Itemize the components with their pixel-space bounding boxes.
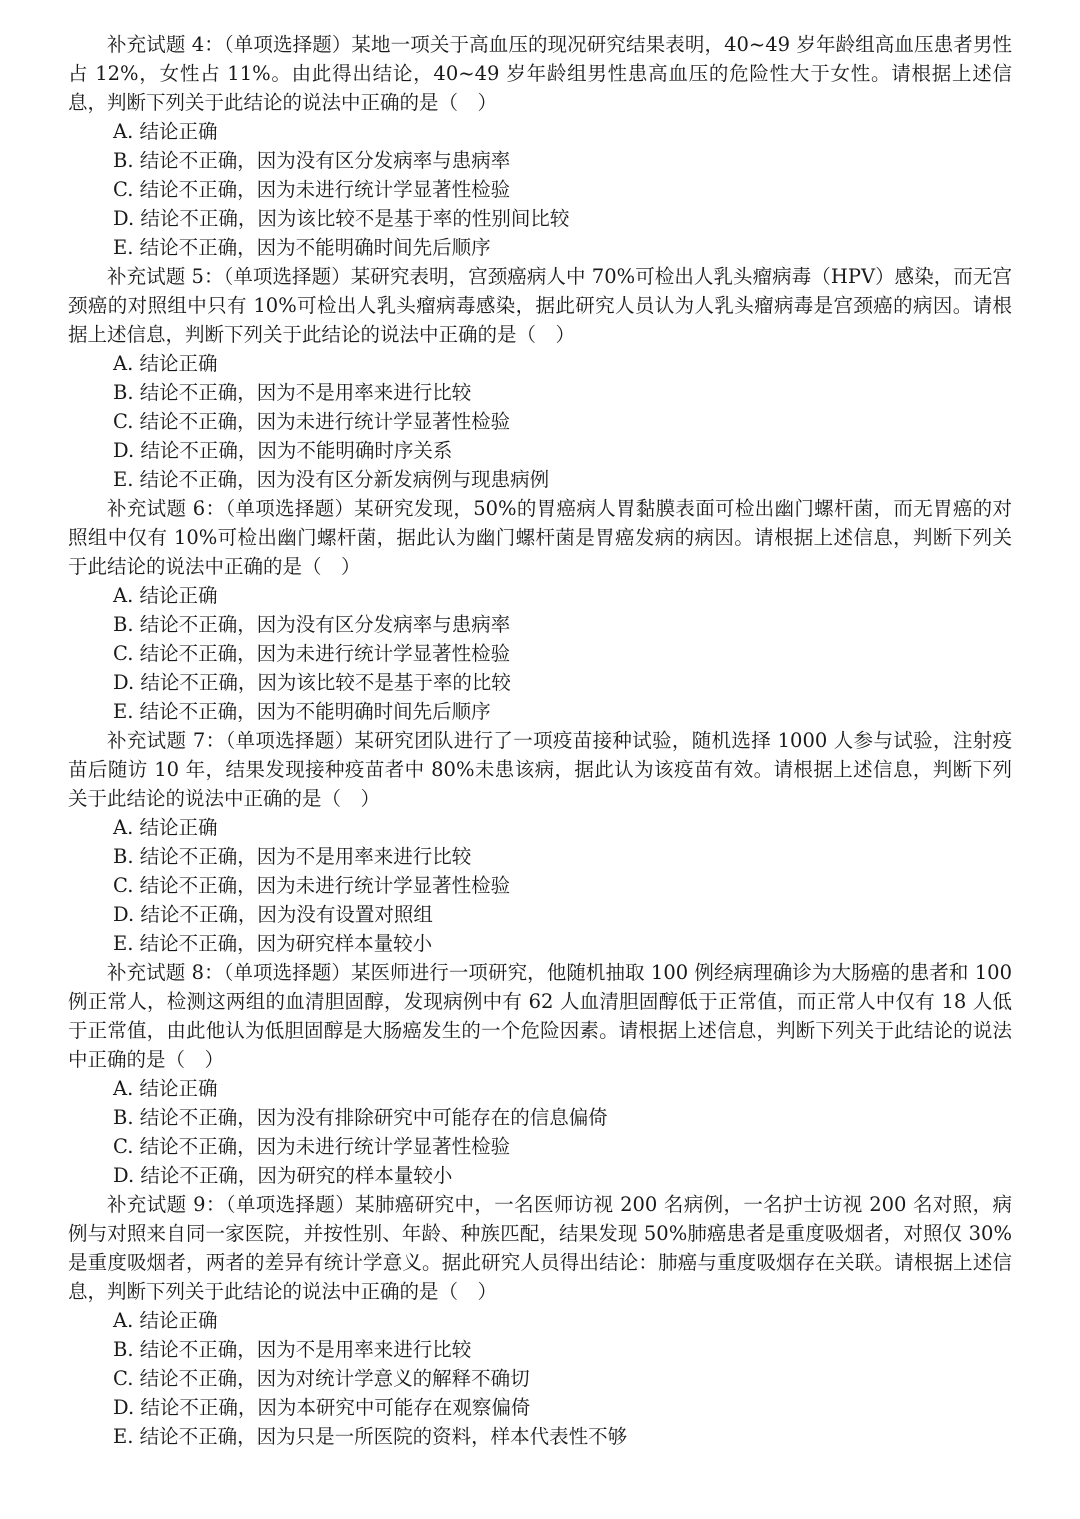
option-b: B. 结论不正确，因为没有排除研究中可能存在的信息偏倚 — [113, 1106, 608, 1129]
option-c: C. 结论不正确，因为未进行统计学显著性检验 — [113, 642, 511, 665]
question-stem: 补充试题 6：（单项选择题）某研究发现，50%的胃癌病人胃黏膜表面可检出幽门螺杆菌，而无胃癌的对照组中仅有 10%可检出幽门螺杆菌，据此认为幽门螺杆菌是胃癌发病的病因。请根据上述信息，判断下列关于此结论的说法中正确的是（ ） — [68, 497, 1012, 578]
question-6 — [68, 494, 1012, 726]
option-a: A. 结论正确 — [113, 1077, 218, 1100]
option-c: C. 结论不正确，因为对统计学意义的解释不确切 — [113, 1367, 530, 1390]
option-b: B. 结论不正确，因为不是用率来进行比较 — [113, 1338, 472, 1361]
option-a: A. 结论正确 — [113, 816, 218, 839]
option-list — [68, 1306, 1012, 1451]
option-d: D. 结论不正确，因为没有设置对照组 — [113, 903, 433, 926]
option-b: B. 结论不正确，因为没有区分发病率与患病率 — [113, 149, 511, 172]
question-8 — [68, 958, 1012, 1190]
option-a: A. 结论正确 — [113, 584, 218, 607]
option-list — [68, 1074, 1012, 1190]
option-c: C. 结论不正确，因为未进行统计学显著性检验 — [113, 410, 511, 433]
option-c: C. 结论不正确，因为未进行统计学显著性检验 — [113, 874, 511, 897]
question-stem: 补充试题 8：（单项选择题）某医师进行一项研究，他随机抽取 100 例经病理确诊为大肠癌的患者和 100 例正常人，检测这两组的血清胆固醇，发现病例中有 62 人血清胆固醇低于正常值，而正常人中仅有 18 人低于正常值，由此他认为低胆固醇是大肠癌发生的一个危险因素。请根据上述信息，判断下列关于此结论的说法中正确的是（ ） — [68, 961, 1012, 1071]
question-stem: 补充试题 9：（单项选择题）某肺癌研究中，一名医师访视 200 名病例，一名护士访视 200 名对照，病例与对照来自同一家医院，并按性别、年龄、种族匹配，结果发现 50%肺癌患者是重度吸烟者，对照仅 30%是重度吸烟者，两者的差异有统计学意义。据此研究人员得出结论：肺癌与重度吸烟存在关联。请根据上述信息，判断下列关于此结论的说法中正确的是（ ） — [68, 1193, 1012, 1303]
option-list — [68, 581, 1012, 726]
option-e: E. 结论不正确，因为不能明确时间先后顺序 — [113, 236, 491, 259]
option-a: A. 结论正确 — [113, 120, 218, 143]
option-c: C. 结论不正确，因为未进行统计学显著性检验 — [113, 178, 511, 201]
document-body — [68, 30, 1012, 1451]
option-list — [68, 813, 1012, 958]
option-d: D. 结论不正确，因为该比较不是基于率的比较 — [113, 671, 511, 694]
option-e: E. 结论不正确，因为只是一所医院的资料，样本代表性不够 — [113, 1425, 628, 1448]
option-b: B. 结论不正确，因为不是用率来进行比较 — [113, 845, 472, 868]
question-stem: 补充试题 7：（单项选择题）某研究团队进行了一项疫苗接种试验，随机选择 1000 人参与试验，注射疫苗后随访 10 年，结果发现接种疫苗者中 80%未患该病，据此认为该疫苗有效。请根据上述信息，判断下列关于此结论的说法中正确的是（ ） — [68, 729, 1012, 810]
option-e: E. 结论不正确，因为研究样本量较小 — [113, 932, 433, 955]
option-d: D. 结论不正确，因为研究的样本量较小 — [113, 1164, 453, 1187]
question-7 — [68, 726, 1012, 958]
option-d: D. 结论不正确，因为该比较不是基于率的性别间比较 — [113, 207, 570, 230]
question-stem: 补充试题 4：（单项选择题）某地一项关于高血压的现况研究结果表明，40~49 岁年龄组高血压患者男性占 12%，女性占 11%。由此得出结论，40~49 岁年龄组男性患高血压的危险性大于女性。请根据上述信息，判断下列关于此结论的说法中正确的是（ ） — [68, 33, 1012, 114]
option-e: E. 结论不正确，因为不能明确时间先后顺序 — [113, 700, 491, 723]
option-list — [68, 117, 1012, 262]
option-a: A. 结论正确 — [113, 352, 218, 375]
question-4 — [68, 30, 1012, 262]
option-a: A. 结论正确 — [113, 1309, 218, 1332]
option-e: E. 结论不正确，因为没有区分新发病例与现患病例 — [113, 468, 550, 491]
option-d: D. 结论不正确，因为本研究中可能存在观察偏倚 — [113, 1396, 531, 1419]
option-c: C. 结论不正确，因为未进行统计学显著性检验 — [113, 1135, 511, 1158]
question-stem: 补充试题 5：（单项选择题）某研究表明，宫颈癌病人中 70%可检出人乳头瘤病毒（HPV）感染，而无宫颈癌的对照组中只有 10%可检出人乳头瘤病毒感染，据此研究人员认为人乳头瘤病毒是宫颈癌的病因。请根据上述信息，判断下列关于此结论的说法中正确的是（ ） — [68, 265, 1012, 346]
option-d: D. 结论不正确，因为不能明确时序关系 — [113, 439, 453, 462]
option-list — [68, 349, 1012, 494]
question-9 — [68, 1190, 1012, 1451]
option-b: B. 结论不正确，因为不是用率来进行比较 — [113, 381, 472, 404]
option-b: B. 结论不正确，因为没有区分发病率与患病率 — [113, 613, 511, 636]
question-5 — [68, 262, 1012, 494]
